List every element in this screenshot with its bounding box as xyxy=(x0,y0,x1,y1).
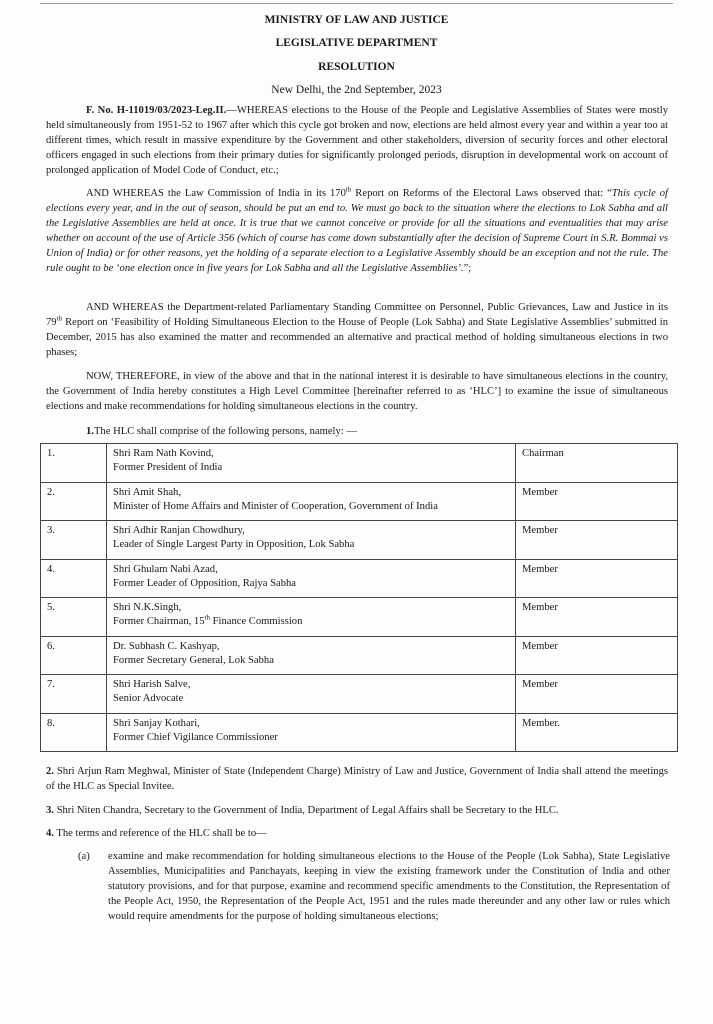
member-name: Dr. Subhash C. Kashyap, xyxy=(113,640,220,652)
member-cell xyxy=(107,444,516,483)
member-name: Shri N.K.Singh, xyxy=(113,602,182,613)
para3-text: Report on ‘Feasibility of Holding Simultaneous Election to the House of People (Lok Sabha) and State Legislative Assemblies’ submitted in December, 2015 has also examined the matter and recommended an alternative and practical method of holding simultaneous elections in two phases; xyxy=(46,317,668,358)
member-name: Shri Adhir Ranjan Chowdhury, xyxy=(113,525,245,536)
member-role: Member xyxy=(516,675,678,714)
table-row xyxy=(41,675,678,714)
table-row xyxy=(41,713,678,752)
member-name: Shri Sanjay Kothari, xyxy=(113,717,200,729)
clause-4a-label: (a) xyxy=(78,851,90,862)
operative-paragraph xyxy=(46,369,668,414)
member-cell xyxy=(107,675,516,714)
member-name: Shri Ghulam Nabi Azad, xyxy=(113,563,218,575)
member-number: 4. xyxy=(41,559,107,598)
designation-part: Former Chairman, 15 xyxy=(113,616,205,627)
member-role: Chairman xyxy=(516,444,678,483)
designation-part: Finance Commission xyxy=(209,616,303,627)
member-designation: Minister of Home Affairs and Minister of Cooperation, Government of India xyxy=(113,500,438,512)
preamble-paragraph-2 xyxy=(46,186,668,276)
resolution-heading: RESOLUTION xyxy=(318,61,395,73)
clause-2-number: 2. xyxy=(46,766,54,777)
member-role: Member xyxy=(516,636,678,675)
clause-3 xyxy=(46,803,668,818)
clause-1-text: The HLC shall comprise of the following persons, namely: — xyxy=(93,426,357,437)
para2-sup: th xyxy=(345,185,352,194)
table-row xyxy=(41,521,678,560)
clause-2-text: Shri Arjun Ram Meghwal, Minister of State (Independent Charge) Ministry of Law and Justice, Government of India shall attend the meetings of the HLC as Special Invitee. xyxy=(46,766,668,792)
member-designation: Former President of India xyxy=(113,462,223,473)
file-reference: F. No. H-11019/03/2023-Leg.II. xyxy=(86,105,227,116)
member-designation: Former Leader of Opposition, Rajya Sabha xyxy=(113,577,296,589)
member-cell xyxy=(107,559,516,598)
clause-2 xyxy=(46,764,668,794)
clause-4-text: The terms and reference of the HLC shall be to— xyxy=(53,828,267,839)
para4-text: NOW, THEREFORE, in view of the above and that in the national interest it is desirable to have simultaneous elections in the country, the Government of India hereby constitutes a High Level Committee [hereinafter referred to as ‘HLC’] to examine the issue of simultaneous elections and make recommendations for holding simultaneous elections in the country. xyxy=(46,371,668,412)
member-role: Member xyxy=(516,598,678,637)
member-designation: Former Chief Vigilance Commissioner xyxy=(113,731,278,743)
designation-sup: th xyxy=(204,613,210,622)
table-row xyxy=(41,598,678,637)
para2-mid: Report on Reforms of the Electoral Laws observed that: “ xyxy=(351,188,612,199)
member-name: Shri Harish Salve, xyxy=(113,679,191,690)
table-row xyxy=(41,444,678,483)
member-cell xyxy=(107,598,516,637)
preamble-paragraph-1 xyxy=(46,103,668,178)
member-name: Shri Ram Nath Kovind, xyxy=(113,448,214,459)
member-number: 7. xyxy=(41,675,107,714)
clause-4-number: 4. xyxy=(46,828,54,839)
member-number: 1. xyxy=(41,444,107,483)
hlc-members-table xyxy=(40,443,678,752)
member-number: 5. xyxy=(41,598,107,637)
member-number: 8. xyxy=(41,713,107,752)
law-commission-quote: This cycle of elections every year, and in the out of season, should be put an end to. We must go back to the situation where the elections to Lok Sabha and all the Legislative Assemblies are held at once. It is true that we cannot conceive or provide for all the situations and eventualities that may arise whether on account of the use of Article 356 (which of course has come down substantially after the decision of Supreme Court in S.R. Bommai vs Union of India) or for other reasons, yet the holding of a separate election to a Legislative Assembly should be an exception and not the rule. The rule ought to be ‘one election once in five years for Lok Sabha and all the Legislative Assemblies’. xyxy=(46,188,668,274)
table-row xyxy=(41,482,678,521)
member-cell xyxy=(107,521,516,560)
preamble-paragraph-3 xyxy=(46,300,668,360)
clause-3-number: 3. xyxy=(46,805,54,816)
member-number: 6. xyxy=(41,636,107,675)
member-role: Member xyxy=(516,559,678,598)
member-role: Member xyxy=(516,521,678,560)
member-number: 3. xyxy=(41,521,107,560)
member-designation: Former Secretary General, Lok Sabha xyxy=(113,654,274,666)
top-rule xyxy=(40,3,673,4)
member-designation: Leader of Single Largest Party in Opposition, Lok Sabha xyxy=(113,539,355,550)
para1-text: —WHEREAS elections to the House of the People and Legislative Assemblies of States were mostly held simultaneously from 1951-52 to 1967 after which this cycle got broken and now, elections are held almost every year and within a year too at different times, which result in massive expenditure by the Government and other stakeholders, diversion of security forces and other electoral officers engaged in such elections from their primary duties for significantly prolonged periods, disruption in developmental work on account of prolonged application of Model Code of Conduct, etc.; xyxy=(46,105,668,176)
member-designation: Senior Advocate xyxy=(113,693,184,704)
clause-4 xyxy=(46,826,668,841)
clause-3-text: Shri Niten Chandra, Secretary to the Government of India, Department of Legal Affairs shall be Secretary to the HLC. xyxy=(53,805,559,816)
member-name: Shri Amit Shah, xyxy=(113,486,181,498)
member-number: 2. xyxy=(41,482,107,521)
para2-lead: AND WHEREAS the Law Commission of India in its 170 xyxy=(86,188,346,199)
clause-1-number: 1. xyxy=(86,426,94,437)
para3-lead: AND WHEREAS the Department-related Parliamentary Standing Committee on Personnel, Public Grievances, Law and Justice in its 79 xyxy=(46,302,668,328)
member-role: Member. xyxy=(516,713,678,752)
member-cell xyxy=(107,636,516,675)
table-row xyxy=(41,559,678,598)
member-role: Member xyxy=(516,482,678,521)
department-heading: LEGISLATIVE DEPARTMENT xyxy=(275,37,438,49)
member-cell xyxy=(107,713,516,752)
table-row xyxy=(41,636,678,675)
place-date: New Delhi, the 2nd September, 2023 xyxy=(271,84,442,96)
member-designation xyxy=(113,615,510,629)
clause-4a-text: examine and make recommendation for holding simultaneous elections to the House of the People (Lok Sabha), State Legislative Assemblies, Municipalities and Panchayats, keeping in view the existing framework under the Constitution of India and other statutory provisions, and for that purpose, examine and recommend specific amendments to the Constitution, the Representation of the People Act, 1950, the Representation of the People Act, 1951 and the rules made thereunder and any other law or rules which would require amendments for the purpose of holding simultaneous elections; xyxy=(108,851,670,922)
para3-sup: th xyxy=(56,314,63,323)
ministry-heading: MINISTRY OF LAW AND JUSTICE xyxy=(264,14,449,26)
clause-4a xyxy=(80,849,670,924)
para2-tail: ”; xyxy=(463,263,472,274)
member-cell xyxy=(107,482,516,521)
clause-1 xyxy=(46,424,668,439)
